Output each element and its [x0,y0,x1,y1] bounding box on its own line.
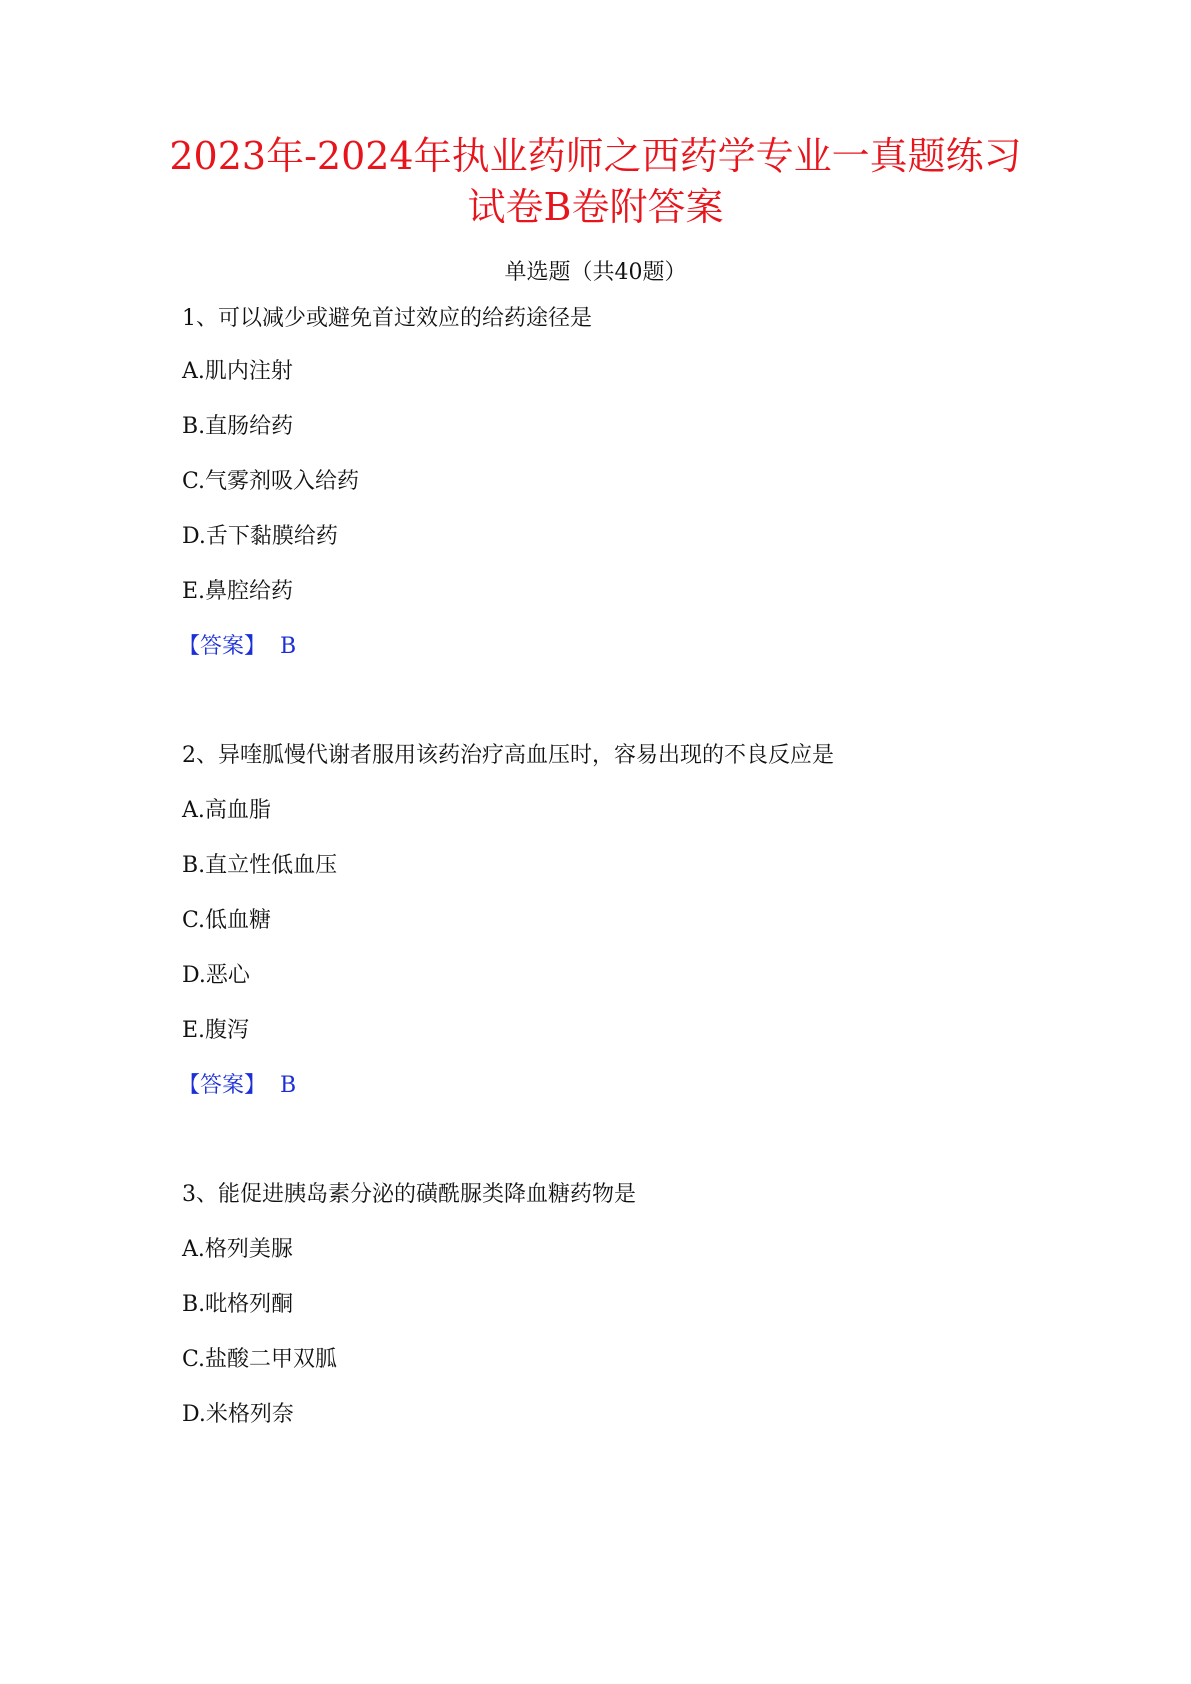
question-2-answer [178,1071,296,1101]
question-1-option-c: C.气雾剂吸入给药 [182,469,360,494]
answer-label: 【答案】 [178,1073,267,1098]
answer-value: B [280,634,297,659]
document-title-line-2: 试卷B卷附答案 [467,185,724,229]
question-1-option-e: E.鼻腔给药 [182,579,294,604]
question-3-option-c: C.盐酸二甲双胍 [182,1347,338,1372]
question-2-stem: 2、异喹胍慢代谢者服用该药治疗高血压时，容易出现的不良反应是 [182,743,834,768]
question-3-option-b: B.吡格列酮 [182,1292,294,1317]
answer-value: B [280,1073,297,1098]
question-1-option-b: B.直肠给药 [182,414,294,439]
question-2-option-b: B.直立性低血压 [182,853,338,878]
question-3-stem: 3、能促进胰岛素分泌的磺酰脲类降血糖药物是 [182,1182,636,1207]
section-header: 单选题（共40题） [504,260,687,285]
question-2-option-e: E.腹泻 [182,1018,250,1043]
question-1-answer [178,632,296,662]
answer-label: 【答案】 [178,634,267,659]
question-2-option-d: D.恶心 [182,963,250,988]
question-1-option-a: A.肌内注射 [182,359,293,384]
question-1-option-d: D.舌下黏膜给药 [182,524,338,549]
question-2-option-c: C.低血糖 [182,908,272,933]
question-1-stem: 1、可以减少或避免首过效应的给药途径是 [182,306,592,331]
question-3-option-a: A.格列美脲 [182,1237,293,1262]
document-title-line-1: 2023年-2024年执业药师之西药学专业一真题练习 [169,134,1022,178]
question-2-option-a: A.高血脂 [182,798,271,823]
question-3-option-d: D.米格列奈 [182,1402,294,1427]
